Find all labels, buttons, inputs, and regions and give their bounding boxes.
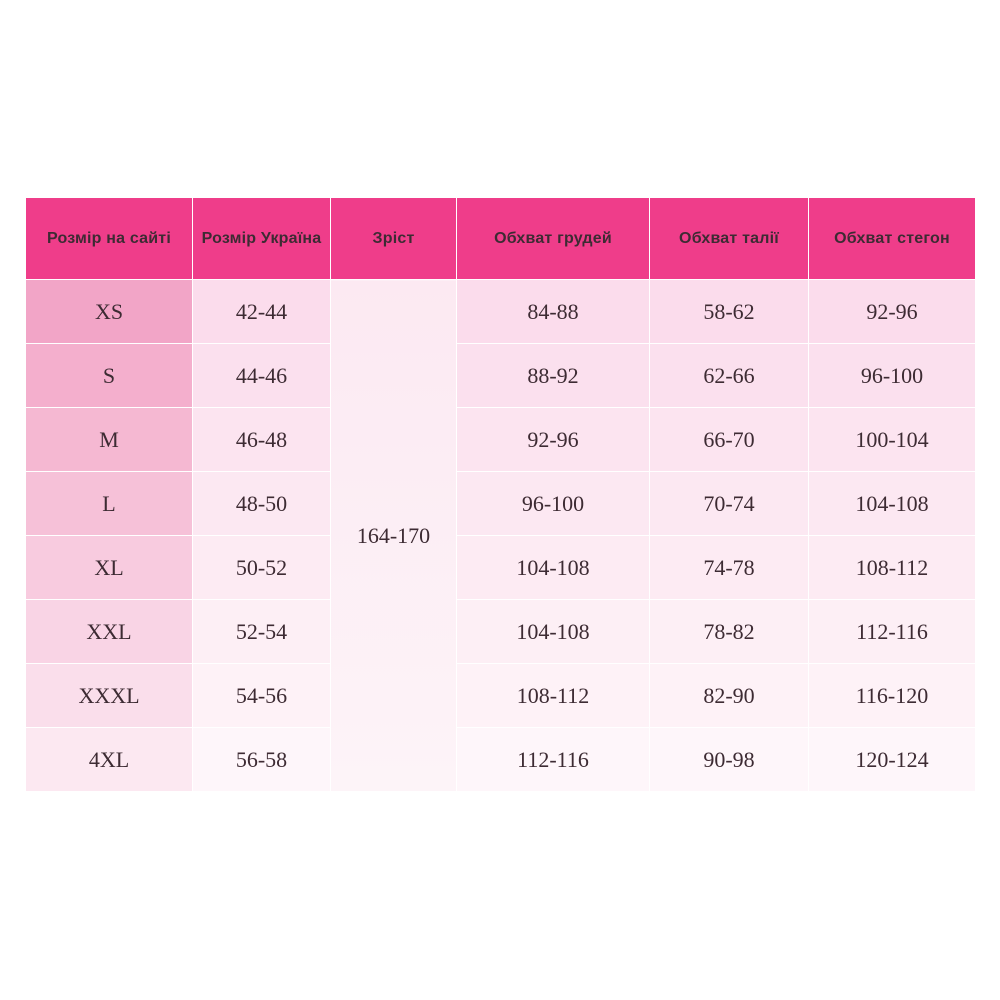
cell-waist: 62-66: [650, 344, 809, 408]
cell-site-size: L: [26, 472, 193, 536]
cell-chest: 84-88: [457, 280, 650, 344]
cell-site-size: 4XL: [26, 728, 193, 792]
cell-hips: 112-116: [809, 600, 976, 664]
cell-chest: 112-116: [457, 728, 650, 792]
cell-waist: 78-82: [650, 600, 809, 664]
cell-hips: 100-104: [809, 408, 976, 472]
column-header-waist: Обхват талії: [650, 198, 809, 280]
cell-hips: 120-124: [809, 728, 976, 792]
cell-site-size: XS: [26, 280, 193, 344]
cell-waist: 66-70: [650, 408, 809, 472]
size-table-container: [25, 197, 975, 792]
table-row: [26, 408, 976, 472]
cell-site-size: M: [26, 408, 193, 472]
cell-ua-size: 42-44: [193, 280, 331, 344]
cell-height: 164-170: [331, 280, 457, 792]
table-row: [26, 344, 976, 408]
cell-hips: 104-108: [809, 472, 976, 536]
column-header-hips: Обхват стегон: [809, 198, 976, 280]
cell-chest: 104-108: [457, 536, 650, 600]
cell-waist: 74-78: [650, 536, 809, 600]
cell-hips: 96-100: [809, 344, 976, 408]
column-header-chest: Обхват грудей: [457, 198, 650, 280]
cell-chest: 104-108: [457, 600, 650, 664]
table-row: [26, 664, 976, 728]
cell-site-size: XXXL: [26, 664, 193, 728]
cell-ua-size: 46-48: [193, 408, 331, 472]
cell-chest: 92-96: [457, 408, 650, 472]
cell-ua-size: 48-50: [193, 472, 331, 536]
table-row: [26, 728, 976, 792]
cell-ua-size: 54-56: [193, 664, 331, 728]
cell-hips: 116-120: [809, 664, 976, 728]
table-row: [26, 536, 976, 600]
cell-ua-size: 44-46: [193, 344, 331, 408]
cell-ua-size: 50-52: [193, 536, 331, 600]
table-header-row: [26, 198, 976, 280]
cell-waist: 82-90: [650, 664, 809, 728]
size-table: [25, 197, 976, 792]
cell-chest: 108-112: [457, 664, 650, 728]
cell-waist: 58-62: [650, 280, 809, 344]
column-header-site-size: Розмір на сайті: [26, 198, 193, 280]
cell-chest: 88-92: [457, 344, 650, 408]
cell-ua-size: 56-58: [193, 728, 331, 792]
cell-ua-size: 52-54: [193, 600, 331, 664]
column-header-ua-size: Розмір Україна: [193, 198, 331, 280]
table-row: [26, 280, 976, 344]
column-header-height: Зріст: [331, 198, 457, 280]
cell-site-size: S: [26, 344, 193, 408]
cell-site-size: XXL: [26, 600, 193, 664]
cell-hips: 108-112: [809, 536, 976, 600]
cell-waist: 90-98: [650, 728, 809, 792]
table-row: [26, 600, 976, 664]
table-row: [26, 472, 976, 536]
cell-waist: 70-74: [650, 472, 809, 536]
cell-chest: 96-100: [457, 472, 650, 536]
table-body: [26, 280, 976, 792]
cell-hips: 92-96: [809, 280, 976, 344]
cell-site-size: XL: [26, 536, 193, 600]
table-header: [26, 198, 976, 280]
